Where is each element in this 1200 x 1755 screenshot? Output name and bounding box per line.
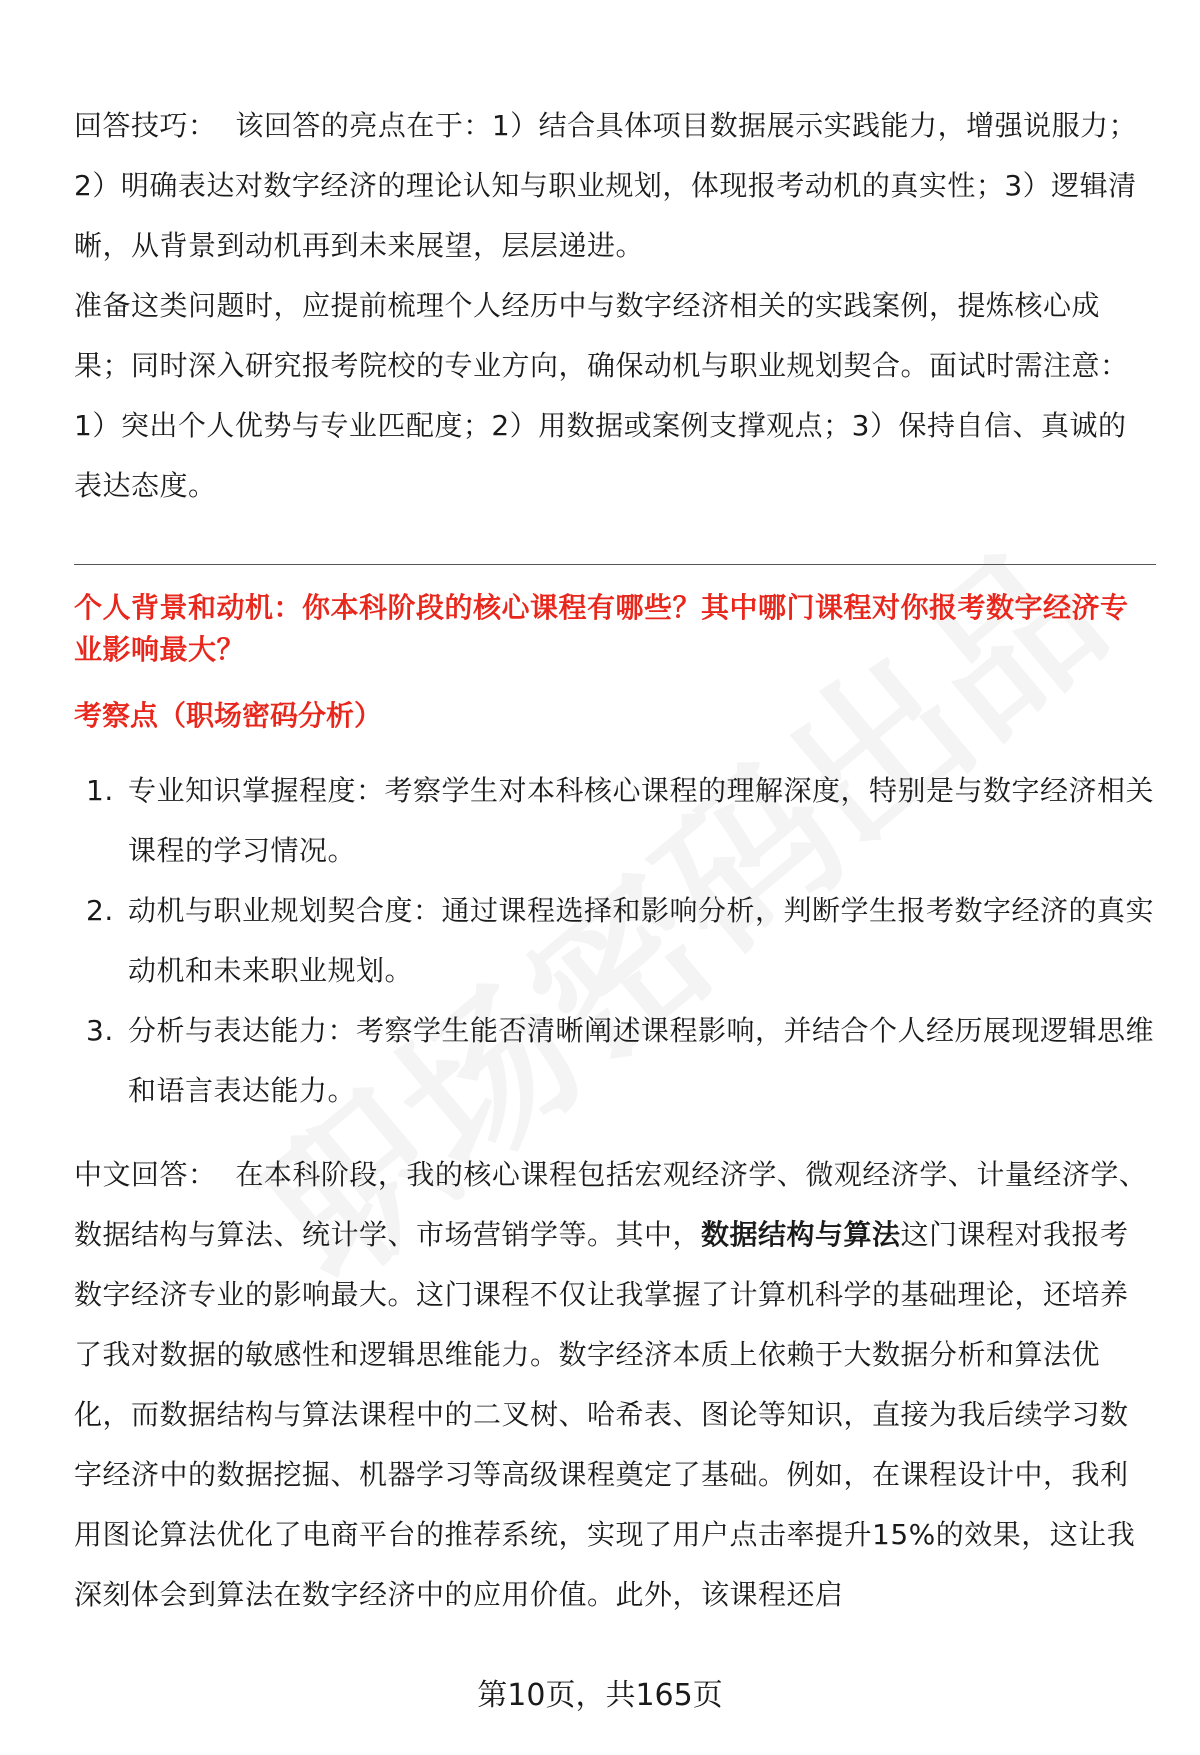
- list-item-text: 分析与表达能力：考察学生能否清晰阐述课程影响，并结合个人经历展现逻辑思维和语言表达能力。: [128, 1014, 1155, 1107]
- document-page: [74, 96, 1154, 1625]
- question-heading: 个人背景和动机：你本科阶段的核心课程有哪些？其中哪门课程对你报考数字经济专业影响最大？: [74, 591, 1129, 666]
- list-item: [74, 1001, 1154, 1121]
- prep-paragraph: 准备这类问题时，应提前梳理个人经历中与数字经济相关的实践案例，提炼核心成果；同时深入研究报考院校的专业方向，确保动机与职业规划契合。面试时需注意：1）突出个人优势与专业匹配度；2）用数据或案例支撑观点；3）保持自信、真诚的表达态度。: [74, 289, 1129, 502]
- tips-text: 该回答的亮点在于：1）结合具体项目数据展示实践能力，增强说服力；2）明确表达对数字经济的理论认知与职业规划，体现报考动机的真实性；3）逻辑清晰，从背景到动机再到未来展望，层层递进。: [74, 109, 1138, 262]
- section-divider: [74, 564, 1156, 565]
- answer-paragraph: [74, 1145, 1154, 1625]
- answer-bold-text: 数据结构与算法: [701, 1218, 901, 1251]
- list-item-text: 专业知识掌握程度：考察学生对本科核心课程的理解深度，特别是与数字经济相关课程的学习情况。: [128, 774, 1155, 867]
- list-item: [74, 761, 1154, 881]
- answer-text-part1: 在本科阶段，我的核心课程包括宏观经济学、微观经济学、计量经济学、数据结构与算法、统计学、市场营销学等。其中，: [74, 1158, 1148, 1251]
- list-item-number: 3.: [86, 1014, 114, 1047]
- list-item-number: 2.: [86, 894, 114, 927]
- assessment-list: [74, 761, 1154, 1121]
- answer-text-part2: 这门课程对我报考数字经济专业的影响最大。这门课程不仅让我掌握了计算机科学的基础理论，还培养了我对数据的敏感性和逻辑思维能力。数字经济本质上依赖于大数据分析和算法优化，而数据结构与算法课程中的二叉树、哈希表、图论等知识，直接为我后续学习数字经济中的数据挖掘、机器学习等高级课程奠定了基础。例如，在课程设计中，我利用图论算法优化了电商平台的推荐系统，实现了用户点击率提升15%的效果，这让我深刻体会到算法在数字经济中的应用价值。此外，该课程还启: [74, 1218, 1136, 1611]
- page-footer: 第10页，共165页: [477, 1678, 723, 1713]
- tips-label: 回答技巧：: [74, 109, 217, 142]
- answer-label: 中文回答：: [74, 1158, 217, 1191]
- list-item-text: 动机与职业规划契合度：通过课程选择和影响分析，判断学生报考数字经济的真实动机和未来职业规划。: [128, 894, 1155, 987]
- list-item-number: 1.: [86, 774, 114, 807]
- tips-paragraph: [74, 96, 1154, 276]
- list-item: [74, 881, 1154, 1001]
- assessment-title: 考察点（职场密码分析）: [74, 699, 383, 732]
